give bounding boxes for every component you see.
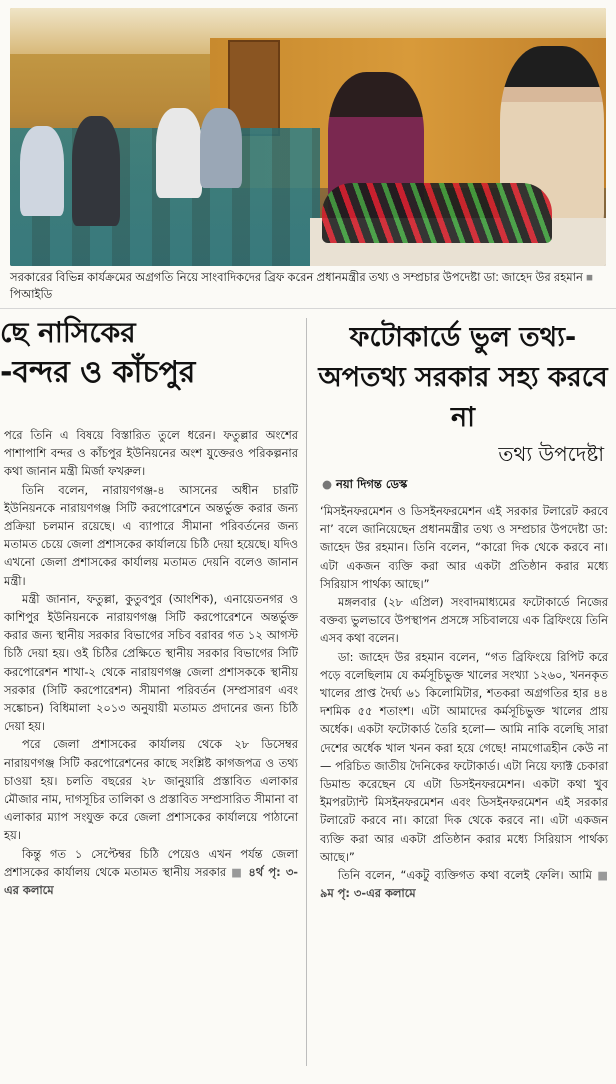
caption-credit: পিআইডি	[10, 289, 53, 301]
column-divider	[306, 318, 307, 1066]
right-jump-text: ৯ম পৃ: ৩-এর কলামে	[320, 886, 416, 901]
left-paragraph: মন্ত্রী জানান, ফতুল্লা, কুতুবপুর (আংশিক), এনায়েতনগর ও কাশিপুর ইউনিয়নকে নারায়ণগঞ্জ সিটি করপোরেশনে অন্তর্ভুক্ত করার জন্য স্থানীয় সরকার বিভাগের সচিব বরাবর গত ১২ আগস্ট চিঠি দেয়া হয়। ওই চিঠির প্রেক্ষিতে স্থানীয় সরকার বিভাগের সিটি করপোরেশন শাখা-২ থেকে নারায়ণগঞ্জ জেলা প্রশাসককে স্থানীয় সরকার (সিটি করপোরেশন) সীমানা পরিবর্তন (সম্প্রসারণ এবং সঙ্কোচন) বিধিমালা ২০১৩ অনুযায়ী মতামত প্রদানের জন্য চিঠি দেয়া হয়।	[4, 591, 298, 734]
right-paragraph: ডা: জাহেদ উর রহমান বলেন, “গত ব্রিফিংয়ে রিপিট করে পড়ে বলেছিলাম যে কর্মসূচিভুক্ত খালের সংখ্যা ১২৬০, খননকৃত খালের প্রাপ্ত দৈর্ঘ্য ৬১ কিলোমিটার, শতকরা অগ্রগতির হার ৪৪ দশমিক ৫৫ শতাংশ। এটা আমাদের কর্মসূচিভুক্ত খালের প্রায় অর্ধেক। একটা ফটোকার্ড তৈরি হলো— আমি নাকি বলেছি সারা দেশের অর্ধেক খাল খনন করা হয়ে গেছে! নামগোত্রহীন কেউ না— পরিচিত জাতীয় দৈনিকের ফটোকার্ড। এটা নিয়ে ফ্যাক্ট চেকারা ডিমান্ড করেছেন যে এটা ডিসইনফরমেশন। একটা কথা খুব ইমপরট্যান্ট মিসইনফরমেশন এবং ডিসইনফরমেশন এই সরকার টলারেট করবে না। কারো দিক থেকে করবে না। এটা একজন ব্যক্তি করা আর একটা প্রতিষ্ঠান করার মধ্যে সিরিয়াস পার্থক্য আছে।”	[320, 649, 608, 864]
left-paragraph: পরে তিনি এ বিষয়ে বিস্তারিত তুলে ধরেন। ফতুল্লার অংশের পাশাপাশি বন্দর ও কাঁচপুর ইউনিয়নের অংশ যুক্তেরও পরিকল্পনার কথা জানান মন্ত্রী মির্জা ফখরুল।	[4, 428, 298, 479]
left-headline	[0, 314, 300, 394]
photo-audience-person	[200, 108, 242, 188]
right-subhead: তথ্য উপদেষ্টা	[498, 442, 604, 466]
left-paragraph	[4, 845, 298, 900]
left-headline-line-2: -বন্দর ও কাঁচপুর	[0, 355, 196, 390]
jump-marker-icon: ■	[231, 864, 244, 879]
right-paragraph: মঙ্গলবার (২৮ এপ্রিল) সংবাদমাধ্যমের ফটোকার্ডে নিজের বক্তব্য ভুলভাবে উপস্থাপন প্রসঙ্গে সচিবালয়ে এক ব্রিফিংয়ে তিনি এসব কথা বলেন।	[320, 595, 608, 646]
jump-marker-icon: ■	[597, 868, 608, 883]
left-paragraph: তিনি বলেন, নারায়ণগঞ্জ-৪ আসনের অধীন চারটি ইউনিয়নকে নারায়ণগঞ্জ সিটি করপোরেশনে অন্তর্ভুক্ত করার জন্য প্রক্রিয়া চলমান রয়েছে। এ ব্যাপারে সীমানা পরিবর্তনের জন্য মতামত চেয়ে জেলা প্রশাসকের কার্যালয়ে চিঠি দেয়া হয়েছে। যদিও এখনো জেলা প্রশাসকের কার্যালয় মতামত দেয়নি বলেও জানান মন্ত্রী।	[4, 482, 298, 588]
left-paragraph: পরে জেলা প্রশাসকের কার্যালয় থেকে ২৮ ডিসেম্বর নারায়ণগঞ্জ সিটি করপোরেশনের কাছে সংশ্লিষ্ট কাগজপত্র ও তথ্য চাওয়া হয়। চলতি বছরের ২৮ জানুয়ারি প্রস্তাবিত এলাকার মৌজার নাম, দাগসূচির তালিকা ও প্রস্তাবিত সম্প্রসারিত সীমানা বা এলাকার ম্যাপ সংযুক্ত করে জেলা প্রশাসকের কার্যালয়ে পাঠানো হয়।	[4, 737, 298, 843]
caption-marker: ■	[586, 272, 594, 284]
photo-audience-person	[72, 116, 120, 226]
left-paragraph-text: কিন্তু গত ১ সেপ্টেম্বর চিঠি পেয়েও এখন পর্যন্ত জেলা প্রশাসকের কার্যালয় থেকে মতামত স্থানীয় সরকার	[4, 846, 298, 879]
byline-bullet-icon: ●	[322, 477, 333, 491]
photo-audience-person	[20, 126, 64, 216]
left-article-body	[4, 426, 298, 899]
byline-text: নয়া দিগন্ত ডেস্ক	[336, 477, 408, 491]
right-headline: ফটোকার্ডে ভুল তথ্য-অপতথ্য সরকার সহ্য করবে না	[318, 322, 608, 433]
right-paragraph	[320, 866, 608, 902]
byline	[322, 476, 407, 495]
caption-text: সরকারের বিভিন্ন কার্যক্রমের অগ্রগতি নিয়ে সাংবাদিকদের ব্রিফ করেন প্রধানমন্ত্রীর তথ্য ও সম্প্রচার উপদেষ্টা ডা: জাহেদ উর রহমান	[10, 272, 583, 284]
right-article-body	[320, 502, 608, 902]
right-paragraph: ‘মিসইনফরমেশন ও ডিসইনফরমেশন এই সরকার টলারেট করবে না’ বলে জানিয়েছেন প্রধানমন্ত্রীর তথ্য ও সম্প্রচার উপদেষ্টা ডা: জাহেদ উর রহমান। তিনি বলেন, “কারো দিক থেকে করবে না। এটা একজন ব্যক্তি করা আর একটা প্রতিষ্ঠান করার মধ্যে সিরিয়াস পার্থক্য আছে।”	[320, 504, 608, 591]
press-briefing-photo	[10, 8, 606, 266]
left-headline-line-1: ছে নাসিকের	[0, 316, 136, 349]
photo-microphones	[322, 183, 552, 243]
left-jump-text: ৪র্থ পৃ: ৩-এর কলামে	[4, 864, 298, 898]
right-paragraph-text: তিনি বলেন, “একটু ব্যক্তিগত কথা বলেই ফেলি। আমি	[338, 868, 592, 883]
section-divider	[0, 308, 616, 309]
photo-audience-person	[156, 108, 202, 198]
photo-caption	[10, 270, 606, 304]
